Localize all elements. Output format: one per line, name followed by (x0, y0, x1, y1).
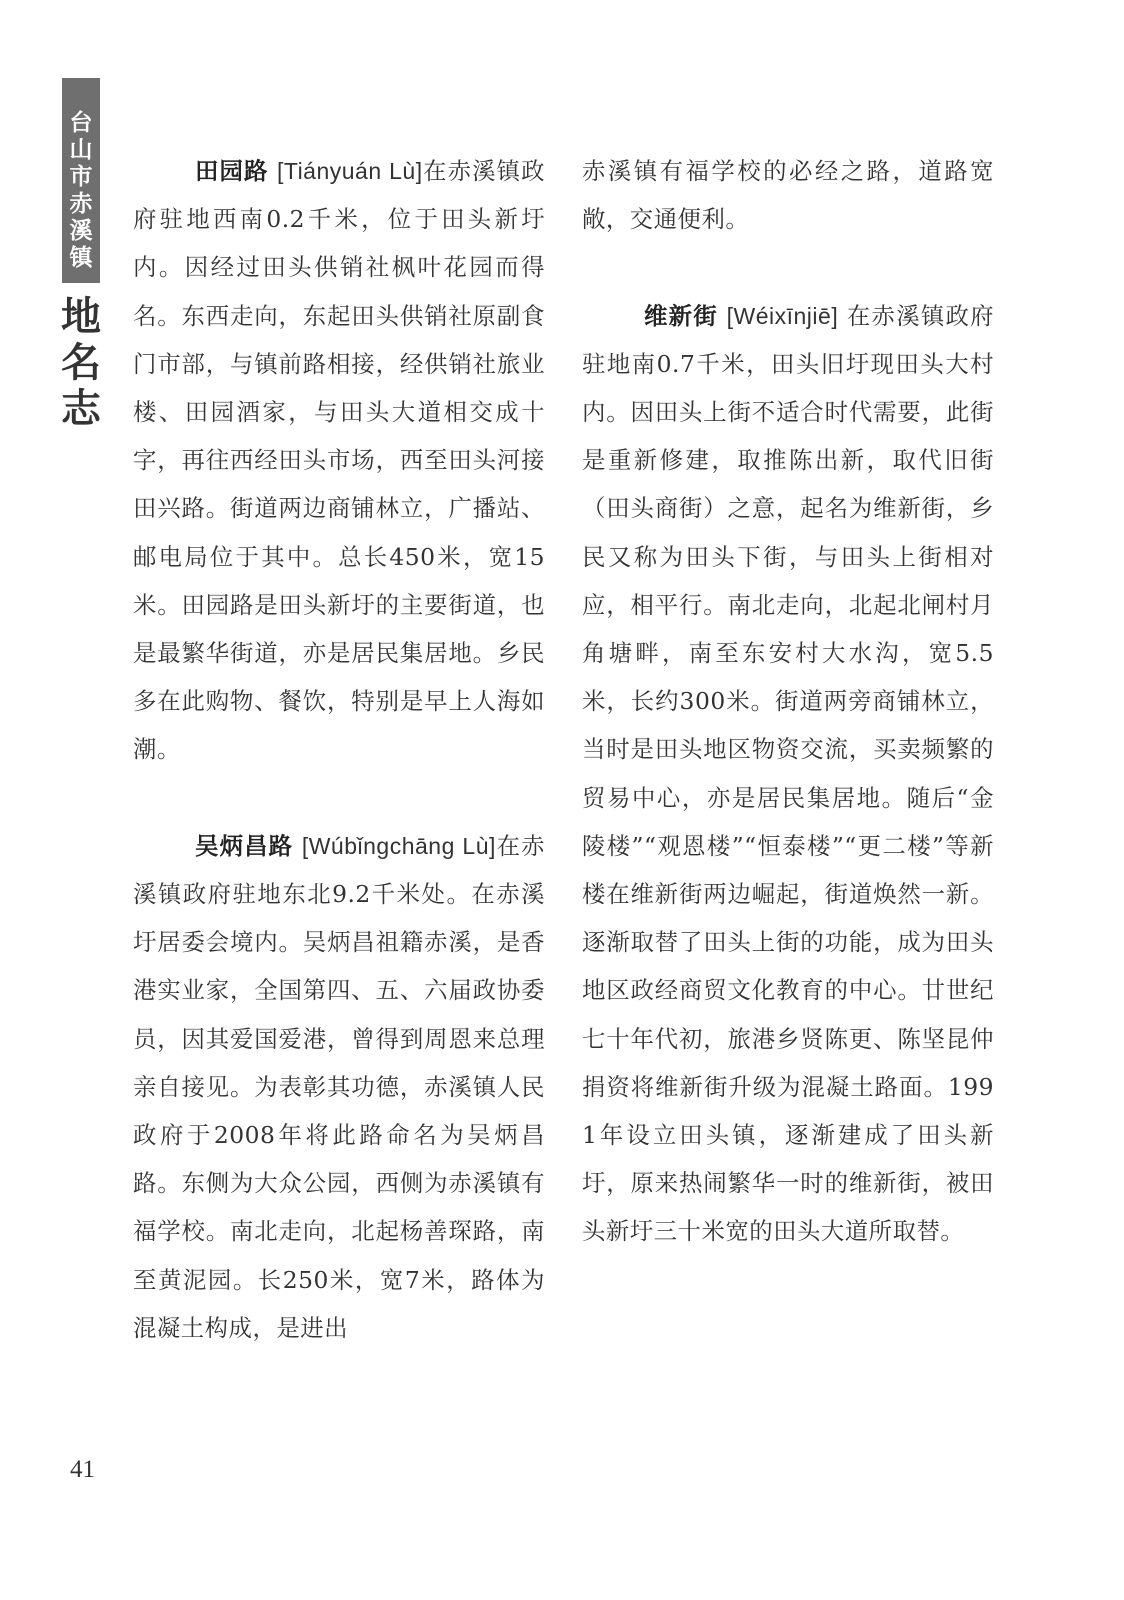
entry-term: 田园路 (195, 157, 269, 185)
paragraph-gap (133, 774, 545, 822)
book-subtitle-char: 地 (61, 294, 101, 340)
entry-term: 维新街 (644, 301, 718, 330)
book-title-char: 台 (69, 108, 93, 136)
entry-text: 赤溪镇有福学校的必经之路，道路宽敞，交通便利。 (582, 157, 994, 234)
book-title-label (62, 78, 100, 283)
book-title-char: 赤 (69, 189, 93, 217)
book-subtitle-char: 名 (61, 340, 101, 386)
page-number: 41 (70, 1456, 95, 1483)
entry-text: 在赤溪镇政府驻地西南0.2千米，位于田头新圩内。因经过田头供销社枫叶花园而得名。东西走向，东起田头供销社原副食门市部，与镇前路相接，经供销社旅业楼、田园酒家，与田头大道相交成十字，再往西经田头市场，西至田头河接田兴路。街道两边商铺林立，广播站、邮电局位于其中。总长450米，宽15米。田园路是田头新圩的主要街道，也是最繁华街道，亦是居民集居地。乡民多在此购物、餐饮，特别是早上人海如潮。 (133, 157, 545, 764)
entry-text: 在赤溪镇政府驻地南0.7千米，田头旧圩现田头大村内。因田头上街不适合时代需要，此街是重新修建，取推陈出新，取代旧街（田头商街）之意，起名为维新街，乡民又称为田头下街，与田头上街相对应，相平行。南北走向，北起北闸村月角塘畔，南至东安村大水沟，宽5.5米，长约300米。街道两旁商铺林立，当时是田头地区物资交流，买卖频繁的贸易中心，亦是居民集居地。随后“金陵楼”“观恩楼”“恒泰楼”“更二楼”等新楼在维新街两边崛起，街道焕然一新。逐渐取替了田头上街的功能，成为田头地区政经商贸文化教育的中心。廿世纪七十年代初，旅港乡贤陈更、陈坚昆仲捐资将维新街升级为混凝土路面。1991年设立田头镇，逐渐建成了田头新圩，原来热闹繁华一时的维新街，被田头新圩三十米宽的田头大道所取替。 (582, 301, 995, 1246)
entry-tianyuan-lu (133, 147, 545, 774)
book-subtitle-char: 志 (61, 386, 101, 432)
entry-wubingchang-lu-continued (582, 147, 994, 243)
entry-weixin-jie (582, 292, 994, 1256)
book-subtitle (58, 294, 104, 432)
book-title-char: 镇 (69, 243, 93, 271)
left-column (133, 147, 545, 1352)
book-title-char: 山 (69, 135, 93, 163)
entry-pinyin: [Wéixīnjiē] (726, 302, 839, 329)
entry-wubingchang-lu (133, 822, 545, 1352)
entry-pinyin: [Tiányuán Lù] (276, 158, 423, 184)
book-title-char: 市 (69, 162, 93, 190)
entry-term: 吴炳昌路 (195, 831, 294, 860)
right-column (582, 147, 994, 1256)
paragraph-gap (582, 243, 994, 291)
entry-pinyin: [Wúbǐngchāng Lù] (301, 832, 496, 859)
book-title-char: 溪 (69, 216, 93, 244)
entry-text: 在赤溪镇政府驻地东北9.2千米处。在赤溪圩居委会境内。吴炳昌祖籍赤溪，是香港实业家，全国第四、五、六届政协委员，因其爱国爱港，曾得到周恩来总理亲自接见。为表彰其功德，赤溪镇人民政府于2008年将此路命名为吴炳昌路。东侧为大众公园，西侧为赤溪镇有福学校。南北走向，北起杨善琛路，南至黄泥园。长250米，宽7米，路体为混凝土构成，是进出 (133, 831, 546, 1342)
